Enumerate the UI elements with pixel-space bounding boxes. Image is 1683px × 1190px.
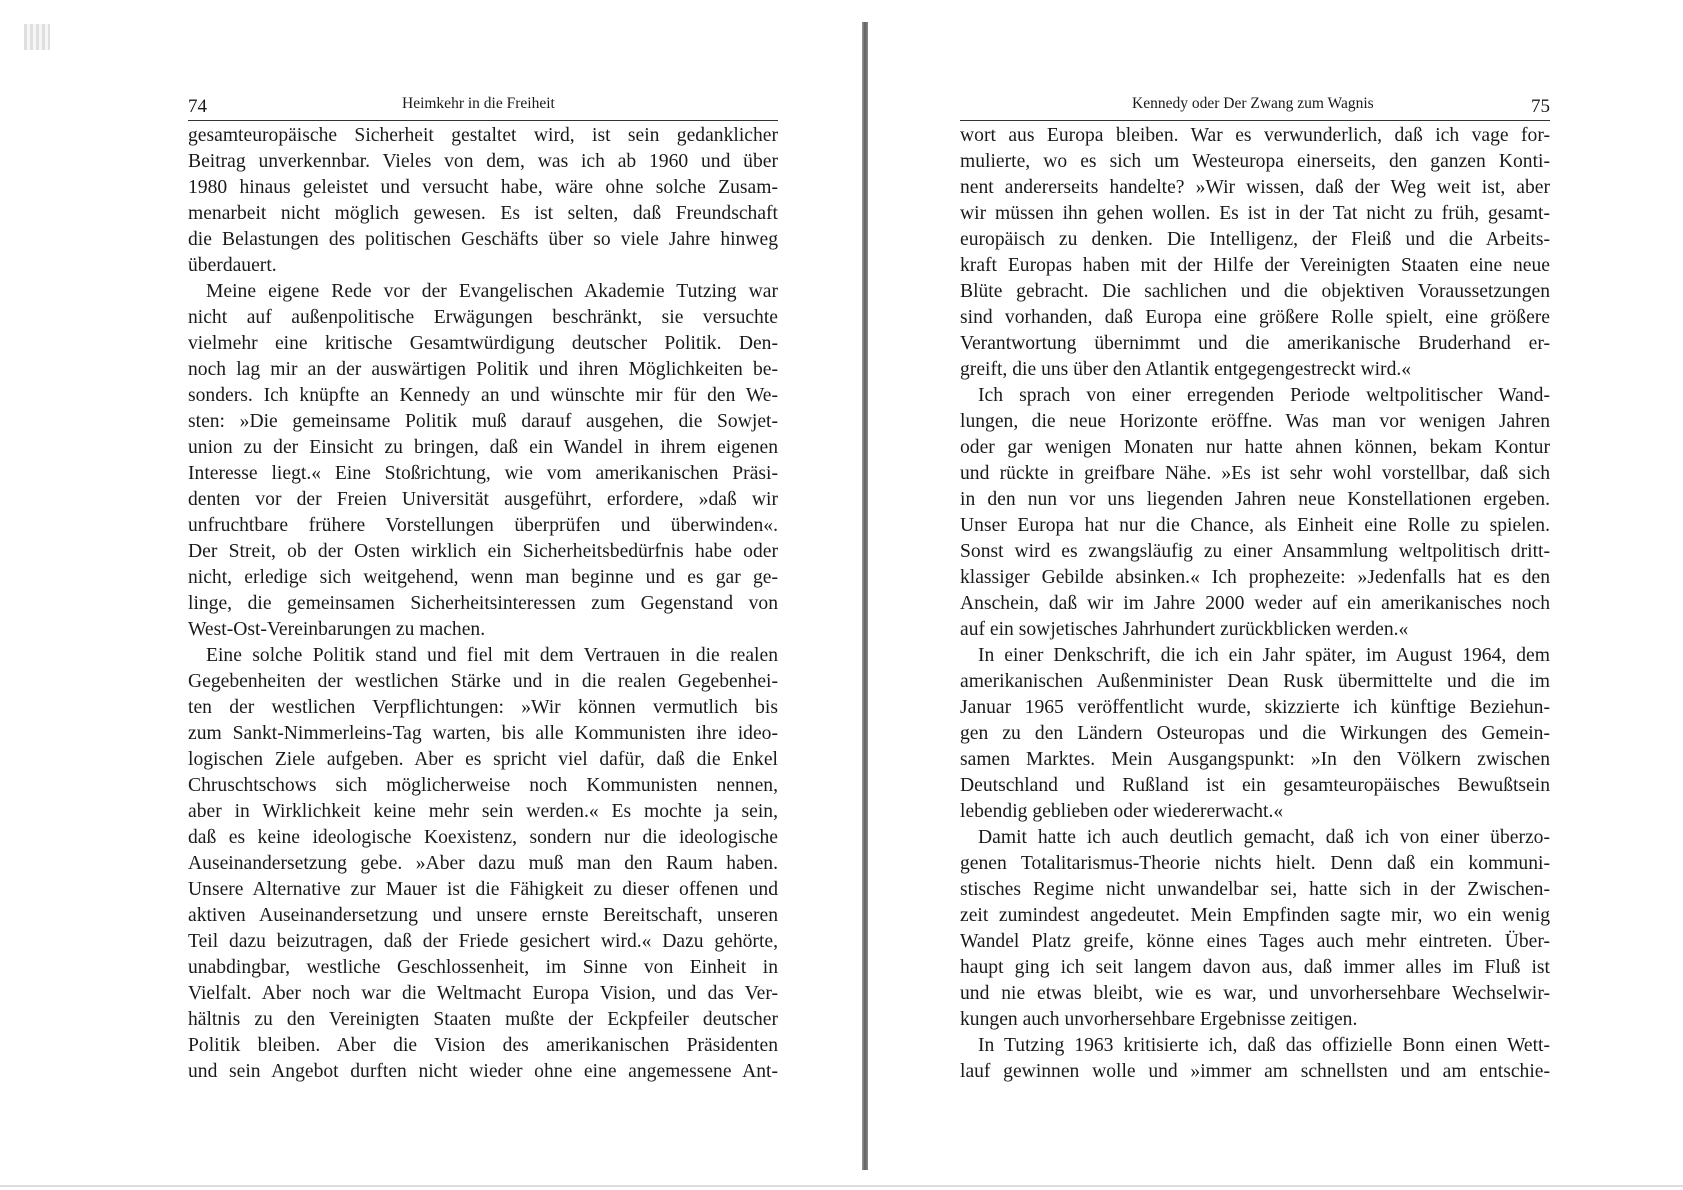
right-text-line: Deutschland und Rußland ist ein gesamteuropäisches Bewußtsein [960, 775, 1550, 796]
book-gutter [862, 22, 868, 1170]
right-text-line: nent andererseits handelte? »Wir wissen, daß der Weg weit ist, aber [960, 177, 1550, 198]
right-text-line: Damit hatte ich auch deutlich gemacht, daß ich von einer überzo- [978, 827, 1550, 848]
right-text-line: amerikanischen Außenminister Dean Rusk übermittelte und die im [960, 671, 1550, 692]
left-text-line: vielmehr eine kritische Gesamtwürdigung deutscher Politik. Den- [188, 333, 778, 354]
right-text-line: lauf gewinnen wolle und »immer am schnellsten und am entschie- [960, 1061, 1550, 1082]
right-text-line: in den nun vor uns liegenden Jahren neue Konstellationen ergeben. [960, 489, 1550, 510]
right-text-line: kraft Europas haben mit der Hilfe der Vereinigten Staaten eine neue [960, 255, 1550, 276]
right-text-line: genen Totalitarismus-Theorie nichts hielt. Denn daß ein kommuni- [960, 853, 1550, 874]
left-page [188, 86, 778, 1085]
right-running-head [960, 86, 1550, 121]
left-text-line: sten: »Die gemeinsame Politik muß darauf ausgehen, die Sowjet- [188, 411, 778, 432]
left-text-line: unfruchtbare frühere Vorstellungen überprüfen und überwinden«. [188, 515, 778, 536]
left-text-line: noch lag mir an der auswärtigen Politik und ihren Möglichkeiten be- [188, 359, 778, 380]
right-text-line: stisches Regime nicht unwandelbar sei, hatte sich in der Zwischen- [960, 879, 1550, 900]
left-text-line: logischen Ziele aufgeben. Aber es spricht viel dafür, daß die Enkel [188, 749, 778, 770]
right-text-line: und rückte in greifbare Nähe. »Es ist sehr wohl vorstellbar, daß sich [960, 463, 1550, 484]
right-text-line: wir müssen ihn gehen wollen. Es ist in der Tat nicht zu früh, gesamt- [960, 203, 1550, 224]
left-text-line: 1980 hinaus geleistet und versucht habe, wäre ohne solche Zusam- [188, 177, 778, 198]
left-text-line: Beitrag unverkennbar. Vieles von dem, was ich ab 1960 und über [188, 151, 778, 172]
left-text-line: Gegebenheiten der westlichen Stärke und in die realen Gegebenhei- [188, 671, 778, 692]
right-text-line: Sonst wird es zwangsläufig zu einer Ansammlung weltpolitisch dritt- [960, 541, 1550, 562]
left-text-line: die Belastungen des politischen Geschäfts über so viele Jahre hinweg [188, 229, 778, 250]
left-text-line: Eine solche Politik stand und fiel mit dem Vertrauen in die realen [206, 645, 778, 666]
right-text-line: oder gar wenigen Monaten nur hatte ahnen können, bekam Kontur [960, 437, 1550, 458]
right-text-line: samen Marktes. Mein Ausgangspunkt: »In den Völkern zwischen [960, 749, 1550, 770]
left-text-line: Teil dazu beizutragen, daß der Friede gesichert wird.« Dazu gehörte, [188, 931, 778, 952]
right-text-line: haupt ging ich seit langem davon aus, daß immer alles im Fluß ist [960, 957, 1550, 978]
right-text-line: In einer Denkschrift, die ich ein Jahr später, im August 1964, dem [978, 645, 1550, 666]
left-text-line: nicht auf außenpolitische Erwägungen beschränkt, sie versuchte [188, 307, 778, 328]
left-text-line: daß es keine ideologische Koexistenz, sondern nur die ideologische [188, 827, 778, 848]
left-text-line: sonders. Ich knüpfte an Kennedy an und wünschte mir für den We- [188, 385, 778, 406]
left-text-line: Vielfalt. Aber noch war die Weltmacht Europa Vision, und das Ver- [188, 983, 778, 1004]
left-text-line: Interesse liegt.« Eine Stoßrichtung, wie vom amerikanischen Präsi- [188, 463, 778, 484]
right-body-text [960, 123, 1550, 1085]
right-text-line: kungen auch unvorhersehbare Ergebnisse zeitigen. [960, 1009, 1358, 1030]
left-text-line: union zu der Einsicht zu bringen, daß ein Wandel in ihrem eigenen [188, 437, 778, 458]
left-text-line: hältnis zu den Vereinigten Staaten mußte der Eckpfeiler deutscher [188, 1009, 778, 1030]
right-text-line: Ich sprach von einer erregenden Periode weltpolitischer Wand- [978, 385, 1550, 406]
left-text-line: Politik bleiben. Aber die Vision des amerikanischen Präsidenten [188, 1035, 778, 1056]
right-text-line: auf ein sowjetisches Jahrhundert zurückblicken werden.« [960, 619, 1409, 640]
right-page-number: 75 [1531, 96, 1550, 117]
left-text-line: aber in Wirklichkeit keine mehr sein werden.« Es mochte ja sein, [188, 801, 778, 822]
left-text-line: aktiven Auseinandersetzung und unsere ernste Bereitschaft, unseren [188, 905, 778, 926]
page-bottom-edge [0, 1185, 1683, 1187]
right-text-line: wort aus Europa bleiben. War es verwunderlich, daß ich vage for- [960, 125, 1550, 146]
right-text-line: klassiger Gebilde absinken.« Ich prophezeite: »Jedenfalls hat es den [960, 567, 1550, 588]
right-text-line: Januar 1965 veröffentlicht wurde, skizzierte ich künftige Beziehun- [960, 697, 1550, 718]
right-text-line: lungen, die neue Horizonte eröffne. Was man vor wenigen Jahren [960, 411, 1550, 432]
right-text-line: Verantwortung übernimmt und die amerikanische Bruderhand er- [960, 333, 1550, 354]
left-text-line: überdauert. [188, 255, 277, 276]
left-text-line: linge, die gemeinsamen Sicherheitsinteressen zum Gegenstand von [188, 593, 778, 614]
right-text-line: In Tutzing 1963 kritisierte ich, daß das offizielle Bonn einen Wett- [978, 1035, 1550, 1056]
left-page-number: 74 [188, 96, 207, 117]
right-running-title: Kennedy oder Der Zwang zum Wagnis [1132, 95, 1374, 112]
right-text-line: sind vorhanden, daß Europa eine größere Rolle spielt, eine größere [960, 307, 1550, 328]
left-text-line: ten der westlichen Verpflichtungen: »Wir können vermutlich bis [188, 697, 778, 718]
left-body-text [188, 123, 778, 1085]
right-text-line: Blüte gebracht. Die sachlichen und die objektiven Voraussetzungen [960, 281, 1550, 302]
right-text-line: greift, die uns über den Atlantik entgegengestreckt wird.« [960, 359, 1412, 380]
right-text-line: und nie etwas bleibt, wie es war, und unvorhersehbare Wechselwir- [960, 983, 1550, 1004]
left-text-line: Meine eigene Rede vor der Evangelischen Akademie Tutzing war [206, 281, 778, 302]
left-text-line: denten vor der Freien Universität ausgeführt, erfordere, »daß wir [188, 489, 778, 510]
left-text-line: West-Ost-Vereinbarungen zu machen. [188, 619, 486, 640]
right-text-line: gen zu den Ländern Osteuropas und die Wirkungen des Gemein- [960, 723, 1550, 744]
left-text-line: und sein Angebot durften nicht wieder ohne eine angemessene Ant- [188, 1061, 778, 1082]
right-text-line: europäisch zu denken. Die Intelligenz, der Fleiß und die Arbeits- [960, 229, 1550, 250]
right-text-line: Unser Europa hat nur die Chance, als Einheit eine Rolle zu spielen. [960, 515, 1550, 536]
left-text-line: Unsere Alternative zur Mauer ist die Fähigkeit zu dieser offenen und [188, 879, 778, 900]
left-running-head [188, 86, 778, 121]
left-text-line: Auseinandersetzung gebe. »Aber dazu muß man den Raum haben. [188, 853, 778, 874]
left-text-line: Chruschtschows sich möglicherweise noch Kommunisten nennen, [188, 775, 778, 796]
right-text-line: mulierte, wo es sich um Westeuropa einerseits, den ganzen Konti- [960, 151, 1550, 172]
right-text-line: lebendig geblieben oder wiedererwacht.« [960, 801, 1284, 822]
left-text-line: menarbeit nicht möglich gewesen. Es ist selten, daß Freundschaft [188, 203, 778, 224]
left-text-line: Der Streit, ob der Osten wirklich ein Sicherheitsbedürfnis habe oder [188, 541, 778, 562]
left-text-line: zum Sankt-Nimmerleins-Tag warten, bis alle Kommunisten ihre ideo- [188, 723, 778, 744]
left-text-line: unabdingbar, westliche Geschlossenheit, im Sinne von Einheit in [188, 957, 778, 978]
left-text-line: gesamteuropäische Sicherheit gestaltet wird, ist sein gedanklicher [188, 125, 778, 146]
right-text-line: zeit zumindest angedeutet. Mein Empfinden sagte mir, wo ein wenig [960, 905, 1550, 926]
left-running-title: Heimkehr in die Freiheit [402, 95, 555, 112]
right-text-line: Anschein, daß wir im Jahre 2000 weder auf ein amerikanisches noch [960, 593, 1550, 614]
right-page [960, 86, 1550, 1085]
scan-artifact [24, 24, 50, 50]
right-text-line: Wandel Platz greife, könne eines Tages auch mehr eintreten. Über- [960, 931, 1550, 952]
left-text-line: nicht, erledige sich weitgehend, wenn man beginne und es gar ge- [188, 567, 778, 588]
